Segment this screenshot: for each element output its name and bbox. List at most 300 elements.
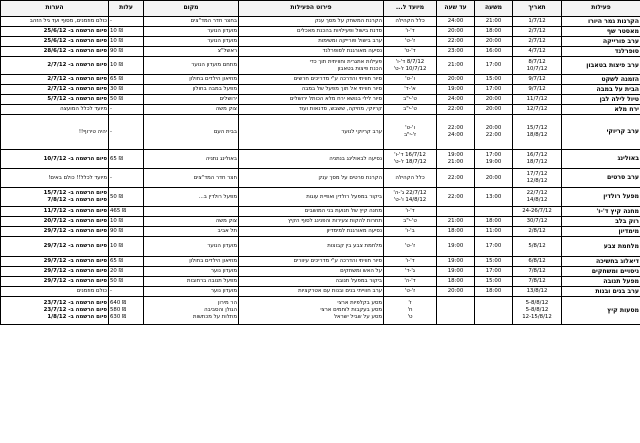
end-time-line: 21:00 xyxy=(447,218,464,224)
activity-notes-line: סיום הרשמה ב- 28/6/12 xyxy=(43,48,107,54)
activity-notes xyxy=(1,297,109,325)
activity-notes xyxy=(1,237,109,257)
target-audience xyxy=(384,47,437,57)
activity-notes xyxy=(1,150,109,169)
activity-name: ערב סרטים xyxy=(562,169,640,188)
end-time-line: 19:00 xyxy=(447,268,464,274)
end-time-line: 19:00 xyxy=(447,258,464,264)
activity-details xyxy=(239,150,384,169)
activity-place xyxy=(144,277,239,287)
start-time-line: 17:00 xyxy=(485,243,502,249)
activity-date xyxy=(513,17,562,27)
activity-date xyxy=(513,277,562,287)
activity-details-line: מלחמת צבע בין קבוצות xyxy=(327,243,382,249)
end-time-line: 20:00 xyxy=(447,288,464,294)
activity-cost xyxy=(109,277,144,287)
header-date: תאריך xyxy=(513,1,562,17)
end-time-line: 19:00 xyxy=(447,243,464,249)
activity-notes-line: סיום הרשמה ב- 2/7/12 xyxy=(47,76,107,82)
start-time xyxy=(475,207,513,217)
activity-date-line: 7/8/12 xyxy=(528,278,546,284)
activity-date xyxy=(513,267,562,277)
activity-name: באולינג xyxy=(562,150,640,169)
table-row xyxy=(1,57,640,75)
activity-place xyxy=(144,287,239,297)
activity-cost-line: - xyxy=(110,18,112,24)
activity-cost-line: 50 ₪ xyxy=(110,96,123,102)
activity-notes xyxy=(1,207,109,217)
end-time-line: 21:00 xyxy=(447,62,464,68)
activity-cost-line: 65 ₪ xyxy=(110,258,123,264)
end-time-line: 24:00 xyxy=(447,18,464,24)
activity-date-line: 6/8/12 xyxy=(528,258,546,264)
activity-place-line: בחצר חדר המד"צים xyxy=(190,18,237,24)
activity-cost-line: 630 ₪ xyxy=(110,314,127,320)
end-time xyxy=(437,150,475,169)
activity-cost-line: 50 ₪ xyxy=(110,278,123,284)
start-time-line: 16:00 xyxy=(485,48,502,54)
activity-date xyxy=(513,207,562,217)
activity-name: הבית על במבה xyxy=(562,85,640,95)
table-row xyxy=(1,227,640,237)
start-time xyxy=(475,169,513,188)
activity-name: מסעות קיץ xyxy=(562,297,640,325)
target-audience xyxy=(384,95,437,105)
end-time-line: 19:00 xyxy=(447,86,464,92)
table-row xyxy=(1,169,640,188)
activity-notes xyxy=(1,75,109,85)
end-time xyxy=(437,27,475,37)
activity-cost xyxy=(109,115,144,150)
activity-name: מלחמת צבע xyxy=(562,237,640,257)
end-time xyxy=(437,207,475,217)
activity-name: ניסויים ומשחקים xyxy=(562,267,640,277)
table-row xyxy=(1,37,640,47)
activity-place-line: ראשל"צ xyxy=(217,48,237,54)
target-audience xyxy=(384,150,437,169)
activity-name: מחנה קיץ ד'-ו' xyxy=(562,207,640,217)
activity-date-line: 16/7/12 xyxy=(526,152,548,158)
activity-cost-line: 580 ₪ xyxy=(110,307,127,313)
activity-place-line: ירושלים xyxy=(219,96,237,102)
activity-cost-line: 10 ₪ xyxy=(110,38,123,44)
start-time-line: 17:00 xyxy=(485,62,502,68)
activity-notes xyxy=(1,17,109,27)
activity-date xyxy=(513,105,562,115)
activity-details xyxy=(239,297,384,325)
end-time-line: 22:00 xyxy=(447,38,464,44)
start-time xyxy=(475,17,513,27)
activity-notes-line: סיום הרשמה ב- 29/7/12 xyxy=(43,278,107,284)
activity-notes-line: מיועד לכלל המועצה xyxy=(60,106,107,112)
table-row xyxy=(1,207,640,217)
target-audience xyxy=(384,217,437,227)
end-time-line xyxy=(438,307,473,314)
activity-date xyxy=(513,75,562,85)
activity-notes xyxy=(1,27,109,37)
target-audience xyxy=(384,85,437,95)
target-audience xyxy=(384,57,437,75)
activity-place-line: הגולן והסביבה xyxy=(204,307,237,313)
table-row xyxy=(1,95,640,105)
target-audience xyxy=(384,105,437,115)
activity-place-line: מועדון נוער xyxy=(210,268,237,274)
activity-date-line: 5-8/8/12 xyxy=(525,300,549,306)
start-time xyxy=(475,85,513,95)
target-audience-line: ד'-ו' xyxy=(405,258,415,264)
activity-place-line: מוזיאון הילדים בחולון xyxy=(189,76,237,82)
activity-cost-line: 640 ₪ xyxy=(110,300,127,306)
header-place: מקום xyxy=(144,1,239,17)
activity-details xyxy=(239,17,384,27)
activity-details xyxy=(239,227,384,237)
activity-place xyxy=(144,17,239,27)
activity-notes xyxy=(1,227,109,237)
activity-date xyxy=(513,57,562,75)
activity-cost xyxy=(109,75,144,85)
activity-details-line: סיור לילי בנושא ירח מלא הכותל ירושלים xyxy=(289,96,382,102)
target-audience-line: ד'-ו' xyxy=(405,208,415,214)
target-audience xyxy=(384,188,437,207)
target-audience-line: ג'-ד' xyxy=(404,268,416,274)
end-time xyxy=(437,277,475,287)
activity-notes xyxy=(1,95,109,105)
end-time xyxy=(437,267,475,277)
activity-details xyxy=(239,169,384,188)
table-row xyxy=(1,150,640,169)
activity-details-line: ערב קריוקי לנוער xyxy=(341,128,382,135)
start-time-line: 20:00 xyxy=(485,106,502,112)
activity-date-line: 7/8/12 xyxy=(528,268,546,274)
start-time-line: 21:00 xyxy=(485,18,502,24)
target-audience-line: ז'-ט' xyxy=(404,288,416,294)
activity-date-line: 13/8/12 xyxy=(526,288,548,294)
activity-notes xyxy=(1,57,109,75)
activity-cost xyxy=(109,57,144,75)
activity-notes-line: סיום הרשמה ב- 25/6/12 xyxy=(43,28,107,34)
end-time xyxy=(437,47,475,57)
activity-cost xyxy=(109,237,144,257)
target-audience-line: 22/7/12 ג'-ה' xyxy=(393,190,427,196)
end-time xyxy=(437,217,475,227)
target-audience-line: 10/7/12 ז'-ט' xyxy=(393,65,427,72)
activity-details-line: ערב בישול פורייקה ומשימות xyxy=(318,38,382,44)
target-audience xyxy=(384,169,437,188)
activity-notes-line: סיום הרשמה ב- 23/7/12 xyxy=(43,307,107,313)
activity-cost-line: 10 ₪ xyxy=(110,28,123,34)
activity-place xyxy=(144,227,239,237)
activity-date-line: 24-26/7/12 xyxy=(522,208,552,214)
end-time xyxy=(437,75,475,85)
start-time-line: 20:00 xyxy=(485,174,502,181)
target-audience xyxy=(384,115,437,150)
end-time-line: 22:00 xyxy=(447,174,464,181)
table-row xyxy=(1,267,640,277)
table-row xyxy=(1,47,640,57)
activity-notes-line: סיום הרשמה ב- 15/7/12 xyxy=(43,190,107,196)
start-time-line: 15:00 xyxy=(485,278,502,284)
start-time xyxy=(475,37,513,47)
activity-date-line: 12-15/8/12 xyxy=(522,314,552,320)
end-time xyxy=(437,227,475,237)
activity-notes-line: סיום הרשמה ב- 23/7/12 xyxy=(43,300,107,306)
activity-cost xyxy=(109,105,144,115)
activity-cost xyxy=(109,227,144,237)
activity-place xyxy=(144,257,239,267)
table-row xyxy=(1,105,640,115)
activity-cost xyxy=(109,27,144,37)
activity-place-line: מועדון הנוער xyxy=(207,243,237,249)
activity-place-line: הר מירון xyxy=(217,300,237,306)
activity-place-line: מועדון נוער xyxy=(210,288,237,294)
activity-date-line: 5-8/8/12 xyxy=(525,307,549,313)
target-audience-line: ז' xyxy=(408,300,412,306)
activity-cost-line: 10 ₪ xyxy=(110,218,123,224)
activity-name: ערב פורייקה xyxy=(562,37,640,47)
activity-date xyxy=(513,95,562,105)
activity-details xyxy=(239,217,384,227)
target-audience-line: א'-ד' xyxy=(404,86,416,92)
activity-name: סופרלנד xyxy=(562,47,640,57)
activity-cost xyxy=(109,37,144,47)
table-body xyxy=(1,17,640,325)
activity-cost-line: - xyxy=(110,128,112,135)
start-time xyxy=(475,105,513,115)
activity-notes xyxy=(1,257,109,267)
end-time xyxy=(437,105,475,115)
activity-details xyxy=(239,188,384,207)
activity-place-line: מועדון הנוער xyxy=(207,38,237,44)
activity-date-line: 8/7/12 xyxy=(528,58,546,65)
activity-name: מפעל תנובה xyxy=(562,277,640,287)
header-notes: הערות xyxy=(1,1,109,17)
activity-details-line: פעילות אתגרית וחוויתית תוך כדי xyxy=(309,58,382,65)
activity-place xyxy=(144,217,239,227)
activity-details-line: ביקור במפעל תנובה xyxy=(335,278,382,284)
activity-date-line: 5/8/12 xyxy=(528,243,546,249)
activity-place xyxy=(144,95,239,105)
activity-details-line: ביקור במפעל רולדין ואפיית עוגות xyxy=(306,193,382,200)
activity-place-line: צוק משה xyxy=(215,106,237,112)
activity-date-line: 9/7/12 xyxy=(528,86,546,92)
activity-date-line: 30/7/12 xyxy=(526,218,548,224)
activity-date-line: 4/7/12 xyxy=(528,48,546,54)
activity-notes xyxy=(1,85,109,95)
end-time xyxy=(437,37,475,47)
activity-details xyxy=(239,47,384,57)
end-time-line: 19:00 xyxy=(447,152,464,158)
target-audience xyxy=(384,227,437,237)
target-audience-line: 18/7/12 ז'-ט' xyxy=(393,159,427,165)
activity-details-line: נסיעה מאורגנת למימדיון xyxy=(326,228,382,234)
activity-name: ערב בנים ובנות xyxy=(562,287,640,297)
end-time-line: 18:00 xyxy=(447,228,464,234)
start-time-line xyxy=(476,307,511,314)
target-audience-line: ד'-ה' xyxy=(404,278,416,284)
activity-place-line: צוק משה xyxy=(215,218,237,224)
table-row xyxy=(1,277,640,287)
target-audience-line: ז'-ט' xyxy=(404,38,416,44)
activity-notes xyxy=(1,105,109,115)
activity-details xyxy=(239,95,384,105)
activity-date xyxy=(513,217,562,227)
end-time-line: 24:00 xyxy=(447,96,464,102)
activity-notes xyxy=(1,277,109,287)
activity-notes-line: מיועד לכלל!! כולם באים! xyxy=(48,174,107,181)
activity-name: דיאלוג בחשיכה xyxy=(562,257,640,267)
activity-cost xyxy=(109,85,144,95)
target-audience xyxy=(384,297,437,325)
target-audience xyxy=(384,277,437,287)
activity-place xyxy=(144,169,239,188)
end-time xyxy=(437,85,475,95)
start-time-line: 15:00 xyxy=(485,258,502,264)
activity-details-line: מסע על שביל ישראל xyxy=(333,314,382,320)
activity-date xyxy=(513,188,562,207)
target-audience-line: 14/8/12 ו'-ט' xyxy=(393,197,427,203)
activity-details-line: מחנה קיץ של תנועת בני המושבים xyxy=(304,208,382,214)
activity-date-line: 14/8/12 xyxy=(526,197,548,203)
target-audience-line: ד'-ט' xyxy=(404,48,416,54)
activity-place-line: מתחם מועדון הנוער xyxy=(191,62,237,68)
target-audience xyxy=(384,267,437,277)
end-time-line: 22:00 xyxy=(447,106,464,112)
activity-name: רוק בלב xyxy=(562,217,640,227)
activity-place-line: מוזיאון הילדים בחולון xyxy=(189,258,237,264)
activity-cost xyxy=(109,47,144,57)
activity-date xyxy=(513,85,562,95)
table-row xyxy=(1,237,640,257)
activity-place xyxy=(144,188,239,207)
start-time xyxy=(475,188,513,207)
activity-notes-line: סיום הרשמה ב- 10/7/12 xyxy=(43,155,107,162)
activity-date xyxy=(513,37,562,47)
activity-notes xyxy=(1,37,109,47)
target-audience-line: ז'-ט' xyxy=(404,243,416,249)
activity-date-line: 12/7/12 xyxy=(526,106,548,112)
activity-date xyxy=(513,150,562,169)
activity-date xyxy=(513,169,562,188)
activity-date-line: 17/7/12 xyxy=(526,171,548,177)
target-audience xyxy=(384,75,437,85)
target-audience xyxy=(384,17,437,27)
activity-date xyxy=(513,27,562,37)
activity-date-line: 2/7/12 xyxy=(528,28,546,34)
activity-place-line: מועדון הנוער xyxy=(207,28,237,34)
activity-cost xyxy=(109,207,144,217)
activity-place xyxy=(144,207,239,217)
activity-details xyxy=(239,257,384,267)
table-row xyxy=(1,287,640,297)
start-time xyxy=(475,217,513,227)
activity-cost-line: 65 ₪ xyxy=(110,76,123,82)
start-time-line: 19:00 xyxy=(485,159,502,165)
header-target: מיועד ל... xyxy=(384,1,437,17)
table-row xyxy=(1,85,640,95)
activity-cost-line: 50 ₪ xyxy=(110,193,123,200)
activity-cost-line: 30 ₪ xyxy=(110,86,123,92)
activity-details-line: מסע בעקבות לוחמים ארצי xyxy=(320,307,382,313)
activity-cost-line: - xyxy=(110,174,112,181)
activity-notes xyxy=(1,217,109,227)
activity-details-line: סיור חוויתי והדרכה ע"י מדריכים עיוורים xyxy=(293,258,382,264)
target-audience-line: ט'-י"ב xyxy=(403,218,417,224)
header-cost: עלות xyxy=(109,1,144,17)
activity-notes-line: סיום הרשמה ב- 2/7/12 xyxy=(47,62,107,68)
activity-name: הקרנות גמר היורו xyxy=(562,17,640,27)
target-audience xyxy=(384,237,437,257)
target-audience-line: 16/7/12 ד'-ו' xyxy=(394,152,426,158)
activity-details xyxy=(239,105,384,115)
end-time-line: 21:00 xyxy=(447,159,464,165)
activity-name: ערב קריוקי xyxy=(562,115,640,150)
start-time-line: 22:00 xyxy=(485,132,502,138)
header-to: עד שעה xyxy=(437,1,475,17)
activity-cost-line: 90 ₪ xyxy=(110,48,123,54)
table-row xyxy=(1,188,640,207)
table-row xyxy=(1,75,640,85)
activity-place xyxy=(144,267,239,277)
activity-cost xyxy=(109,267,144,277)
start-time-line: 17:00 xyxy=(485,86,502,92)
activity-date-line: 11/7/12 xyxy=(526,96,548,102)
activity-details xyxy=(239,37,384,47)
header-row xyxy=(1,1,640,17)
activity-cost xyxy=(109,150,144,169)
target-audience-line: ט'-י"ב xyxy=(403,96,417,102)
activity-cost xyxy=(109,169,144,188)
start-time xyxy=(475,297,513,325)
target-audience-line: ב'-ו' xyxy=(405,228,415,234)
end-time-line: 20:00 xyxy=(447,76,464,82)
activity-notes-line: סיום הרשמה ב- 29/7/12 xyxy=(43,243,107,249)
activity-date-line: 2/8/12 xyxy=(528,228,546,234)
activity-place-line xyxy=(145,208,237,215)
activity-place-line: בבית העם xyxy=(213,128,237,135)
target-audience xyxy=(384,27,437,37)
activity-cost xyxy=(109,297,144,325)
activity-cost xyxy=(109,95,144,105)
target-audience-line: ח' xyxy=(407,307,413,313)
end-time-line: 22:00 xyxy=(447,193,464,200)
activity-name: מאסטר שף xyxy=(562,27,640,37)
activity-date xyxy=(513,115,562,150)
start-time xyxy=(475,257,513,267)
target-audience-line: 8/7/12 ד'-ו' xyxy=(395,58,425,65)
target-audience xyxy=(384,257,437,267)
activity-notes-line: כולם מוזמנים, מסוף ועד גיל הזהב xyxy=(29,18,107,24)
end-time xyxy=(437,169,475,188)
end-time-line: 24:00 xyxy=(447,132,464,138)
activity-cost-line: - xyxy=(110,106,112,112)
table-row xyxy=(1,297,640,325)
start-time-line: 20:00 xyxy=(485,38,502,44)
activity-place xyxy=(144,37,239,47)
activity-date xyxy=(513,257,562,267)
start-time-line: 17:00 xyxy=(485,152,502,158)
header-from: משעה xyxy=(475,1,513,17)
activity-details-line: מסע בקלפיות ארצי xyxy=(337,300,382,306)
header-activity: פעילות xyxy=(562,1,640,17)
activity-notes-line: סיום הרשמה ב- 2/7/12 xyxy=(47,86,107,92)
start-time xyxy=(475,277,513,287)
end-time xyxy=(437,57,475,75)
end-time xyxy=(437,257,475,267)
target-audience-line: ט' xyxy=(407,314,413,320)
target-audience-line: ו'-ט' xyxy=(405,76,415,82)
activity-name: ערב פיצות בטאבון xyxy=(562,57,640,75)
start-time-line: 11:00 xyxy=(485,228,502,234)
